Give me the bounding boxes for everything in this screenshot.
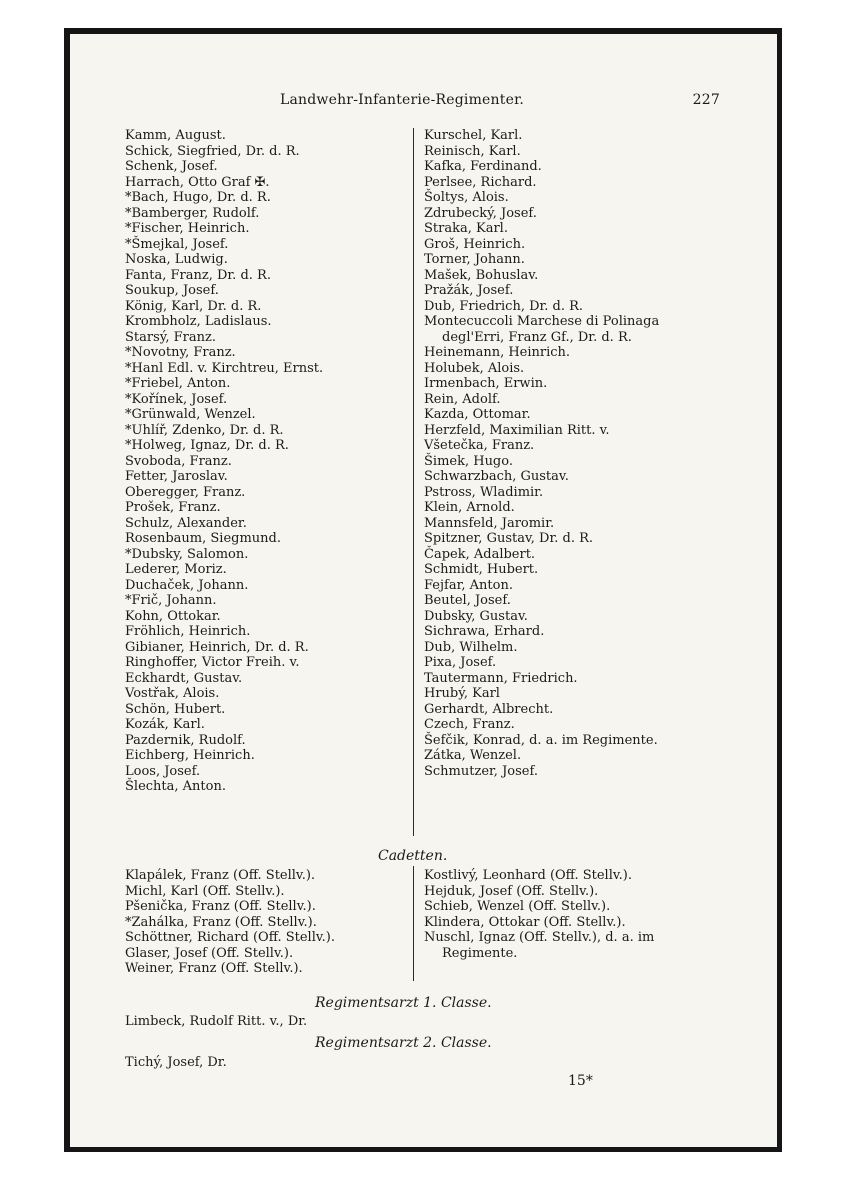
list-item: Torner, Johann. (424, 252, 525, 267)
list-item: Kafka, Ferdinand. (424, 159, 542, 174)
list-item: Schwarzbach, Gustav. (424, 469, 569, 484)
list-item: *Kořínek, Josef. (125, 391, 228, 407)
signature-mark: 15* (568, 1073, 593, 1089)
list-item: Rosenbaum, Siegmund. (125, 531, 281, 546)
list-item: Pražák, Josef. (424, 283, 514, 298)
list-item: Starsý, Franz. (125, 329, 216, 345)
list-item: Noska, Ludwig. (125, 252, 228, 267)
cadetten-left-list (125, 868, 410, 977)
list-item: Fetter, Jaroslav. (125, 469, 228, 484)
list-item: Fröhlich, Heinrich. (125, 624, 251, 639)
list-item: Hejduk, Josef (Off. Stellv.). (424, 883, 599, 899)
list-item: Oberegger, Franz. (125, 484, 246, 500)
list-item: Straka, Karl. (424, 221, 508, 236)
list-item: *Grünwald, Wenzel. (125, 407, 256, 422)
list-item: *Bamberger, Rudolf. (125, 205, 260, 221)
list-item: Schmutzer, Josef. (424, 763, 538, 779)
list-item: Gerhardt, Albrecht. (424, 701, 554, 717)
running-title: Landwehr-Infanterie-Regimenter. (280, 92, 525, 108)
list-item: Schick, Siegfried, Dr. d. R. (125, 143, 300, 159)
list-item: Herzfeld, Maximilian Ritt. v. (424, 422, 610, 438)
list-item: Schmidt, Hubert. (424, 562, 539, 577)
list-item: Pixa, Josef. (424, 655, 497, 670)
list-item: Duchaček, Johann. (125, 577, 249, 593)
list-item: Všetečka, Franz. (424, 438, 535, 453)
list-item: Dub, Friedrich, Dr. d. R. (424, 298, 584, 314)
list-item: Michl, Karl (Off. Stellv.). (125, 883, 285, 899)
list-item: Ringhoffer, Victor Freih. v. (125, 655, 300, 670)
list-item: Schenk, Josef. (125, 159, 218, 174)
list-item: Groš, Heinrich. (424, 236, 526, 252)
list-item: Beutel, Josef. (424, 593, 511, 608)
list-item: Šlechta, Anton. (125, 779, 226, 794)
list-item: Kohn, Ottokar. (125, 608, 221, 624)
regimentsarzt-2-name: Tichý, Josef, Dr. (125, 1055, 227, 1070)
list-item: Kazda, Ottomar. (424, 407, 531, 422)
list-item: Eichberg, Heinrich. (125, 748, 255, 763)
list-item: Kostlivý, Leonhard (Off. Stellv.). (424, 868, 632, 883)
left-name-list (125, 128, 415, 795)
list-item: Pazdernik, Rudolf. (125, 732, 246, 748)
list-item: Gibianer, Heinrich, Dr. d. R. (125, 639, 309, 655)
list-item: *Novotny, Franz. (125, 345, 236, 360)
list-item: Kozák, Karl. (125, 717, 205, 732)
list-item: *Bach, Hugo, Dr. d. R. (125, 190, 271, 205)
list-item: Fanta, Franz, Dr. d. R. (125, 267, 271, 283)
list-item: Krombholz, Ladislaus. (125, 314, 272, 329)
list-item: Šefčik, Konrad, d. a. im Regimente. (424, 732, 658, 748)
list-item: Weiner, Franz (Off. Stellv.). (125, 961, 303, 976)
list-item: Vostřak, Alois. (125, 686, 220, 701)
list-item: Prošek, Franz. (125, 500, 221, 515)
list-item: Klein, Arnold. (424, 500, 515, 515)
list-item: Klindera, Ottokar (Off. Stellv.). (424, 914, 626, 930)
list-item: Reinisch, Karl. (424, 143, 521, 159)
list-item: Hrubý, Karl (424, 686, 500, 701)
list-item: *Zahálka, Franz (Off. Stellv.). (125, 914, 317, 930)
list-item: *Uhlíř, Zdenko, Dr. d. R. (125, 422, 284, 438)
list-item: Irmenbach, Erwin. (424, 376, 548, 391)
list-item: *Hanl Edl. v. Kirchtreu, Ernst. (125, 360, 324, 376)
list-item: Svoboda, Franz. (125, 453, 232, 469)
list-item: Czech, Franz. (424, 717, 515, 732)
list-item: Čapek, Adalbert. (424, 546, 536, 562)
list-item: Regimente. (442, 945, 518, 961)
list-item: Mašek, Bohuslav. (424, 267, 539, 283)
list-item: degl'Erri, Franz Gf., Dr. d. R. (442, 329, 632, 345)
cadetten-right-list (424, 868, 724, 961)
list-item: Glaser, Josef (Off. Stellv.). (125, 945, 294, 961)
list-item: Montecuccoli Marchese di Polinaga (424, 314, 660, 329)
page-number: 227 (692, 92, 720, 108)
list-item: Holubek, Alois. (424, 360, 525, 376)
list-item: Zátka, Wenzel. (424, 748, 522, 763)
list-item: Schieb, Wenzel (Off. Stellv.). (424, 899, 611, 914)
list-item: Dubsky, Gustav. (424, 608, 528, 624)
right-name-list (424, 128, 724, 779)
regimentsarzt-1-name: Limbeck, Rudolf Ritt. v., Dr. (125, 1014, 308, 1029)
list-item: Zdrubecký, Josef. (424, 205, 537, 221)
list-item: König, Karl, Dr. d. R. (125, 298, 262, 314)
list-item: Klapálek, Franz (Off. Stellv.). (125, 868, 316, 883)
list-item: *Dubsky, Salomon. (125, 546, 249, 562)
regimentsarzt-2-heading: Regimentsarzt 2. Classe. (315, 1035, 492, 1051)
list-item: Sichrawa, Erhard. (424, 624, 545, 639)
list-item: Kamm, August. (125, 128, 226, 143)
list-item: Rein, Adolf. (424, 391, 501, 407)
list-item: Fejfar, Anton. (424, 577, 513, 593)
list-item: *Holweg, Ignaz, Dr. d. R. (125, 438, 289, 453)
list-item: Pšenička, Franz (Off. Stellv.). (125, 899, 316, 914)
list-item: Heinemann, Heinrich. (424, 345, 571, 360)
list-item: Harrach, Otto Graf ✠. (125, 174, 270, 190)
list-item: Eckhardt, Gustav. (125, 670, 243, 686)
list-item: *Friebel, Anton. (125, 376, 231, 391)
list-item: Lederer, Moriz. (125, 562, 227, 577)
list-item: *Šmejkal, Josef. (125, 236, 229, 252)
list-item: Schön, Hubert. (125, 701, 226, 717)
list-item: *Frič, Johann. (125, 593, 217, 608)
list-item: Dub, Wilhelm. (424, 639, 518, 655)
list-item: Nuschl, Ignaz (Off. Stellv.), d. a. im (424, 930, 655, 945)
list-item: Perlsee, Richard. (424, 174, 537, 190)
list-item: Šoltys, Alois. (424, 190, 509, 205)
list-item: Spitzner, Gustav, Dr. d. R. (424, 531, 594, 546)
list-item: Soukup, Josef. (125, 283, 219, 298)
list-item: Tautermann, Friedrich. (424, 670, 578, 686)
regimentsarzt-1-heading: Regimentsarzt 1. Classe. (315, 995, 492, 1011)
cadetten-heading: Cadetten. (378, 848, 448, 864)
list-item: *Fischer, Heinrich. (125, 221, 250, 236)
list-item: Schöttner, Richard (Off. Stellv.). (125, 930, 336, 945)
cadetten-divider (413, 866, 414, 981)
list-item: Kurschel, Karl. (424, 128, 523, 143)
list-item: Šimek, Hugo. (424, 453, 513, 469)
list-item: Mannsfeld, Jaromir. (424, 515, 555, 531)
list-item: Loos, Josef. (125, 763, 201, 779)
list-item: Pstross, Wladimir. (424, 484, 544, 500)
list-item: Schulz, Alexander. (125, 515, 247, 531)
